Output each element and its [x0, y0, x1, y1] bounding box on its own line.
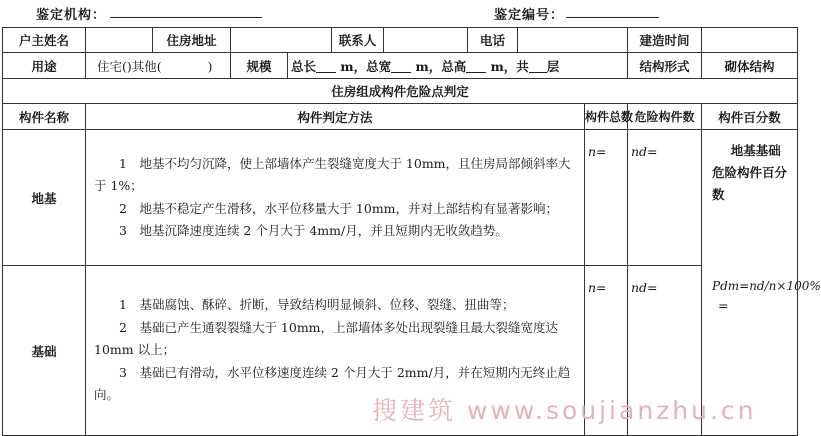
col-method-header: 构件判定方法	[86, 104, 585, 130]
height-blank[interactable]	[466, 60, 486, 73]
use-label: 用途	[3, 53, 86, 79]
col-name-header: 构件名称	[3, 104, 86, 130]
criteria-cell	[86, 130, 585, 266]
scale-width-label: m，总宽	[340, 58, 392, 74]
floors-blank[interactable]	[529, 60, 547, 73]
section-title: 住房组成构件危险点判定	[3, 79, 798, 104]
col-percent-header: 构件百分数	[702, 104, 798, 130]
structure-value: 砌体结构	[702, 53, 798, 79]
owner-label: 户主姓名	[3, 28, 86, 53]
length-blank[interactable]	[316, 60, 336, 73]
scale-length-label: 总长	[291, 58, 317, 74]
info-row-1	[3, 28, 798, 53]
component-name: 基础	[3, 266, 86, 436]
owner-value[interactable]	[86, 28, 153, 53]
structure-label: 结构形式	[628, 53, 702, 79]
table-row	[3, 130, 798, 266]
scale-height-label: m，总高	[415, 58, 467, 74]
address-value[interactable]	[231, 28, 332, 53]
scale-floor-unit: 层	[546, 58, 560, 74]
col-danger-header: 危险构件数	[628, 104, 702, 130]
org-field-line[interactable]	[110, 17, 262, 18]
width-blank[interactable]	[391, 60, 411, 73]
percent-equals: =	[718, 297, 729, 313]
section-title-row	[3, 79, 798, 104]
column-header-row	[3, 104, 798, 130]
number-field-line[interactable]	[566, 17, 659, 18]
criterion: 2 地基不稳定产生滑移，水平位移量大于 10mm，并对上部结构有显著影响；	[119, 200, 559, 216]
scale-value[interactable]	[288, 53, 628, 79]
total-count[interactable]: n=	[585, 266, 628, 436]
use-options[interactable]	[86, 53, 231, 79]
contact-value[interactable]	[384, 28, 468, 53]
use-option-other: )其他(	[126, 58, 162, 74]
info-row-2	[3, 53, 798, 79]
built-value[interactable]	[702, 28, 798, 53]
use-option-residential: 住宅(	[97, 58, 127, 74]
percent-text: 地基基础危险构件百分数	[702, 130, 798, 266]
phone-value[interactable]	[518, 28, 628, 53]
percent-formula: Pdm=nd/n×100%	[712, 278, 821, 293]
watermark: 搜建筑 www.soujianzhu.cn	[372, 396, 757, 425]
total-count[interactable]: n=	[585, 130, 628, 266]
criterion: 2 基础已产生通裂裂缝大于 10mm，上部墙体多处出现裂缝且最大裂缝宽度达 10mm 以上；	[94, 319, 559, 358]
scale-floors-label: m，共	[490, 58, 529, 74]
use-option-close: )	[207, 58, 213, 74]
component-name: 地基	[3, 130, 86, 266]
criterion: 1 基础腐蚀、酥碎、折断，导致结构明显倾斜、位移、裂缝、扭曲等；	[119, 297, 515, 313]
built-label: 建造时间	[628, 28, 702, 53]
number-label: 鉴定编号：	[494, 8, 565, 23]
address-label: 住房地址	[153, 28, 231, 53]
form-header	[0, 0, 800, 27]
phone-label: 电话	[468, 28, 518, 53]
assessment-form-table	[2, 27, 821, 436]
criterion: 3 地基沉降速度连续 2 个月大于 4mm/月，并且短期内无收敛趋势。	[119, 223, 508, 238]
criterion: 3 基础已有滑动，水平位移速度连续 2 个月大于 2mm/月，并在短期内无终止趋向。	[94, 364, 571, 403]
scale-label: 规模	[231, 53, 288, 79]
org-label: 鉴定机构：	[36, 8, 107, 23]
danger-count[interactable]: nd=	[628, 266, 702, 436]
danger-count[interactable]: nd=	[628, 130, 702, 266]
contact-label: 联系人	[332, 28, 384, 53]
criterion: 1 地基不均匀沉降，使上部墙体产生裂缝宽度大于 10mm，且住房局部倾斜率大于 1%；	[94, 155, 571, 193]
col-total-header: 构件总数	[585, 104, 628, 130]
